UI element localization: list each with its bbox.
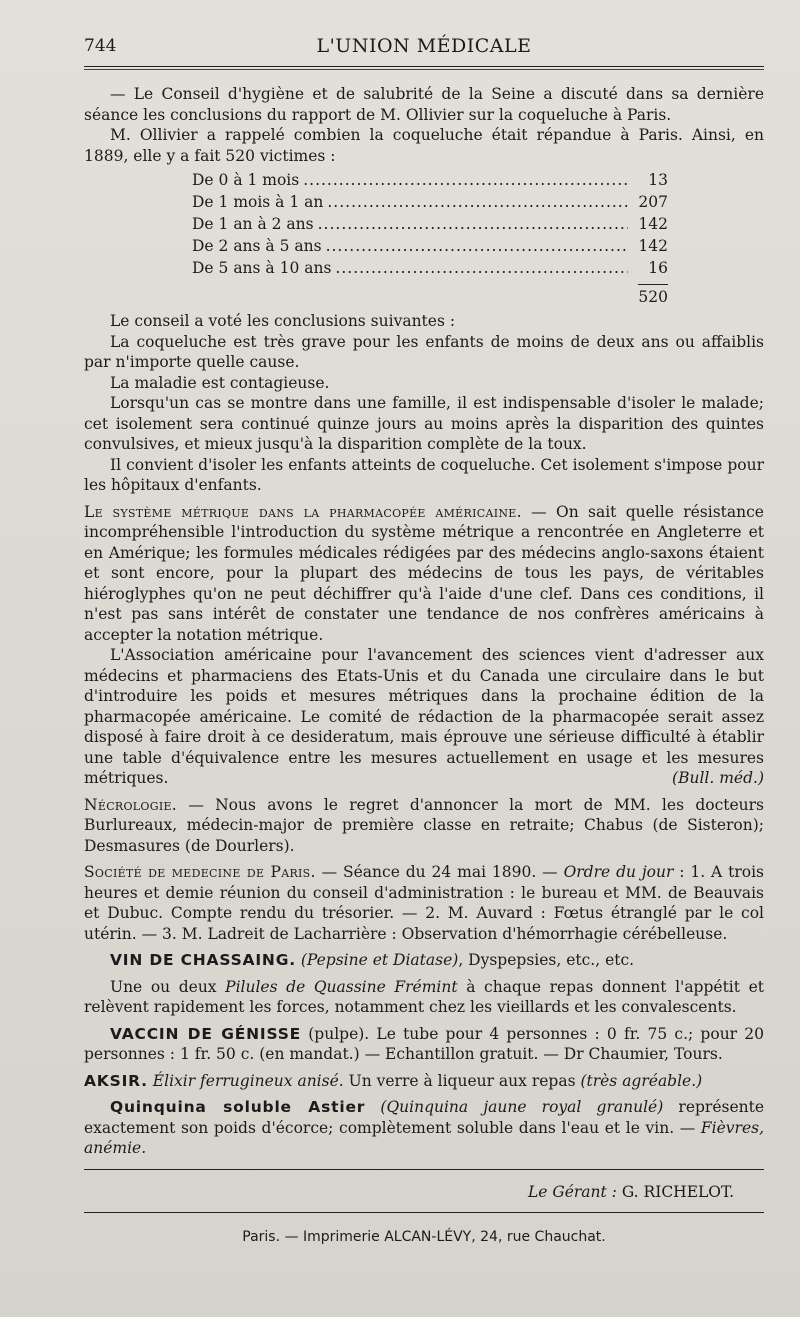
vin-brand: VIN DE CHASSAING.	[110, 951, 296, 969]
aksir-brand: AKSIR.	[84, 1071, 148, 1090]
quassine-a: Une ou deux	[110, 977, 226, 996]
conclusion-4: Il convient d'isoler les enfants atteints de coqueluche. Cet isolement s'impose pour les hôpitaux d'enfants.	[84, 455, 764, 494]
victims-table	[192, 170, 668, 309]
coqueluche-victims: M. Ollivier a rappelé combien la coqueluche était répandue à Paris. Ainsi, en 1889, elle y a fait 520 victimes :	[84, 126, 764, 165]
societe-heading: Société de medecine de Paris.	[84, 863, 316, 881]
journal-title: L'UNION MÉDICALE	[316, 35, 532, 57]
necrology-heading: Nécrologie.	[84, 795, 178, 814]
header-rule	[84, 66, 764, 67]
quassine-b: à chaque repas donnent l'appétit et relèvent rapidement les forces, notamment chez les vieillards et les convalescents.	[84, 977, 764, 1016]
ad-vin-chassaing	[84, 950, 764, 971]
metric-system-article	[84, 502, 764, 646]
metric-text-1: — On sait quelle résistance incompréhensible l'introduction du système métrique a rencontrée en Angleterre et en Amérique; les formules médicales rédigées par des médecins anglo-saxons étaient et sont encore, pour la plupart des médecins de tous les pays, de véritables hiéroglyphes qu'on ne peut déchiffrer qu'à l'aide d'une clef. Dans ces conditions, il n'est pas sans intérêt de constater une tendance de nos confrères américains à accepter la notation métrique.	[84, 502, 764, 644]
conclusion-2: La maladie est contagieuse.	[110, 373, 330, 392]
ad-quinquina	[84, 1097, 764, 1159]
metric-source	[646, 768, 764, 789]
metric-text-2: L'Association américaine pour l'avancement des sciences vient d'adresser aux médecins et pharmaciens des Etats-Unis et du Canada une circulaire dans le but d'introduire les poids et mesures métriques dans la prochaine édition de la pharmacopée américaine. Le comité de rédaction de la pharmacopée serait assez disposé à faire droit à ce desideratum, mais éprouve une sérieuse difficulté à établir une table d'équivalence entre les mesures actuellement en usage et les mesures métriques.	[84, 646, 764, 787]
age-range: De 5 ans à 10 ans	[192, 259, 332, 277]
societe-medecine	[84, 862, 764, 944]
header-rule-thin	[84, 69, 764, 70]
leader-dots	[335, 258, 628, 279]
leader-dots	[318, 214, 628, 235]
leader-dots	[303, 170, 628, 191]
leader-dots	[326, 236, 628, 257]
metric-heading: Le système métrique dans la pharmacopée américaine.	[84, 502, 522, 521]
gerant-line	[84, 1182, 764, 1204]
vin-text: , Dyspepsies, etc., etc.	[458, 951, 635, 969]
footer-rule	[84, 1212, 764, 1213]
ad-aksir	[84, 1071, 764, 1092]
quinquina-italic: Fièvres, anémie.	[84, 1118, 764, 1157]
victim-count: 207	[638, 193, 668, 211]
victim-count: 16	[648, 259, 668, 277]
ad-vaccin	[84, 1024, 764, 1065]
content-end-rule	[84, 1169, 764, 1170]
necrology-text: — Nous avons le regret d'annoncer la mort de MM. les docteurs Burlureaux, médecin-major de première classe en retraite; Chabus (de Sisteron); Desmasures (de Dourlers).	[84, 795, 764, 855]
victim-count: 142	[638, 237, 668, 255]
age-range: De 1 mois à 1 an	[192, 193, 324, 211]
ad-quassine	[84, 977, 764, 1018]
vaccin-brand: VACCIN DE GÉNISSE	[110, 1024, 302, 1043]
quinquina-paren: (Quinquina jaune royal granulé)	[380, 1098, 664, 1116]
gerant-label: Le Gérant :	[527, 1182, 617, 1201]
source-citation: (Bull. méd.)	[672, 769, 764, 787]
table-row	[192, 214, 668, 236]
table-row	[192, 192, 668, 214]
aksir-text: Un verre à liqueur aux repas	[343, 1071, 581, 1090]
quassine-italic: Pilules de Quassine Frémint	[225, 977, 458, 996]
running-head	[84, 32, 764, 60]
necrology	[84, 795, 764, 857]
age-range: De 0 à 1 mois	[192, 171, 300, 189]
age-range: De 1 an à 2 ans	[192, 215, 314, 233]
printer-imprint: Paris. — Imprimerie ALCAN-LÉVY, 24, rue Chauchat.	[242, 1228, 606, 1245]
metric-text-2-para	[84, 645, 764, 789]
table-row	[192, 258, 668, 280]
victims-total: 520	[638, 288, 668, 306]
table-row	[192, 236, 668, 258]
quinquina-brand: Quinquina soluble Astier	[110, 1098, 366, 1116]
conclusions-intro: Le conseil a voté les conclusions suivantes :	[110, 312, 456, 330]
aksir-paren: (très agréable.)	[580, 1071, 703, 1090]
vin-paren: (Pepsine et Diatase)	[300, 951, 459, 969]
vaccin-text: (pulpe). Le tube pour 4 personnes : 0 fr. 75 c.; pour 20 personnes : 1 fr. 50 c. (en mandat.) — Echantillon gratuit. — Dr Chaumier, Tours.	[84, 1024, 764, 1063]
leader-dots	[327, 192, 628, 213]
quinquina-text: représente exactement son poids d'écorce; complètement soluble dans l'eau et le vin. —	[84, 1098, 765, 1137]
societe-text-a: — Séance du 24 mai 1890. —	[315, 863, 564, 881]
victim-count: 13	[648, 171, 668, 189]
gerant-name: G. RICHELOT.	[621, 1182, 734, 1201]
victim-count: 142	[638, 215, 668, 233]
aksir-italic: Élixir ferrugineux anisé.	[152, 1071, 344, 1090]
conclusion-1: La coqueluche est très grave pour les enfants de moins de deux ans ou affaiblis par n'importe quelle cause.	[84, 332, 764, 371]
page-number: 744	[84, 36, 117, 56]
age-range: De 2 ans à 5 ans	[192, 237, 322, 255]
conclusion-3: Lorsqu'un cas se montre dans une famille, il est indispensable d'isoler le malade; cet isolement sera continué quinze jours au moins après la disparition des quintes convulsives, et mieux jusqu'à la disparition complète de la toux.	[84, 394, 764, 453]
societe-text-b: : 1. A trois heures et demie réunion du conseil d'administration : le bureau et MM. de Beauvais et Dubuc. Compte rendu du trésorier. — 2. M. Auvard : Fœtus étranglé par le col utérin. — 3. M. Ladreit de Lacharrière : Observation d'hémorrhagie cérébelleuse.	[84, 863, 764, 943]
ordre-du-jour: Ordre du jour	[563, 863, 674, 881]
coqueluche-intro: — Le Conseil d'hygiène et de salubrité de la Seine a discuté dans sa dernière séance les conclusions du rapport de M. Ollivier sur la coqueluche à Paris.	[84, 85, 764, 124]
table-row	[192, 170, 668, 192]
